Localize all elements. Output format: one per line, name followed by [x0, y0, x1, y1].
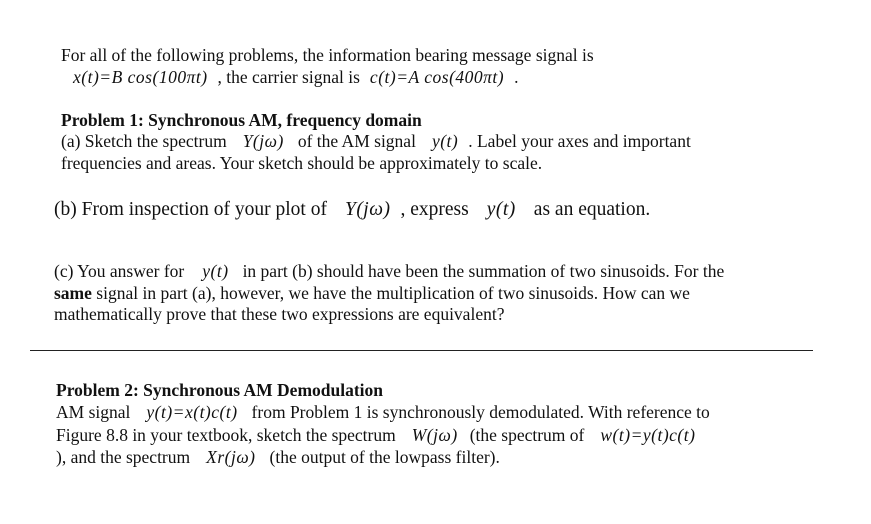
y-equation-b: y(t) [486, 199, 516, 220]
spectrum-Y-equation-b: Y(jω) [344, 199, 391, 220]
part-c-line2: signal in part (a), however, we have the multiplication of two sinusoids. How can we [96, 283, 690, 303]
problem-2-line-1 [56, 402, 710, 423]
am-signal-y-equation: y(t) [431, 131, 459, 151]
same-emphasis: same [54, 283, 92, 303]
part-b-prefix: (b) From inspection of your plot of [54, 199, 327, 220]
am-product-equation: y(t)=x(t)c(t) [146, 402, 238, 422]
spectrum-W-equation: W(jω) [411, 425, 458, 445]
part-b-mid: , express [400, 199, 469, 220]
p2-l3-rest: (the output of the lowpass filter). [269, 447, 500, 467]
y-equation-c: y(t) [202, 261, 229, 281]
p2-l3-prefix: ), and the spectrum [56, 447, 191, 467]
spectrum-Y-equation: Y(jω) [242, 131, 284, 151]
message-signal-equation: x(t)=B cos(100πt) [73, 67, 208, 87]
spectrum-Xr-equation: Xr(jω) [206, 447, 256, 467]
problem-1-title: Problem 1: Synchronous AM, frequency domain [61, 110, 422, 130]
problem-1a-line-2: frequencies and areas. Your sketch should be approximately to scale. [61, 153, 543, 173]
part-a-mid: of the AM signal [297, 131, 416, 151]
problem-2-title: Problem 2: Synchronous AM Demodulation [56, 380, 384, 400]
intro-line-2 [73, 67, 519, 88]
problem-1a-line-1 [61, 131, 691, 152]
intro-end: . [514, 67, 519, 87]
part-a-rest: . Label your axes and important [468, 131, 691, 151]
problem-1c-line-2 [54, 283, 690, 304]
problem-1b [54, 198, 650, 222]
problem-2-line-3 [56, 447, 500, 468]
intro-line-1 [61, 45, 594, 66]
problem-1c-line-1 [54, 261, 724, 282]
part-b-rest: as an equation. [533, 199, 651, 220]
part-c-rest: in part (b) should have been the summation of two sinusoids. For the [242, 261, 725, 281]
problem-2-line-2 [56, 425, 695, 446]
p2-l1-rest: from Problem 1 is synchronously demodulated. With reference to [251, 402, 710, 422]
carrier-signal-equation: c(t)=A cos(400πt) [369, 67, 505, 87]
p2-prefix: AM signal [56, 402, 131, 422]
problem-1c-line-3: mathematically prove that these two expressions are equivalent? [54, 304, 505, 324]
intro-text: For all of the following problems, the information bearing message signal is [61, 45, 594, 65]
w-equation: w(t)=y(t)c(t) [600, 425, 696, 445]
p2-l2-mid: (the spectrum of [469, 425, 585, 445]
p2-l2-prefix: Figure 8.8 in your textbook, sketch the spectrum [56, 425, 396, 445]
part-c-prefix: (c) You answer for [54, 261, 185, 281]
section-divider [30, 350, 813, 351]
part-a-prefix: (a) Sketch the spectrum [61, 131, 227, 151]
carrier-text: , the carrier signal is [217, 67, 360, 87]
